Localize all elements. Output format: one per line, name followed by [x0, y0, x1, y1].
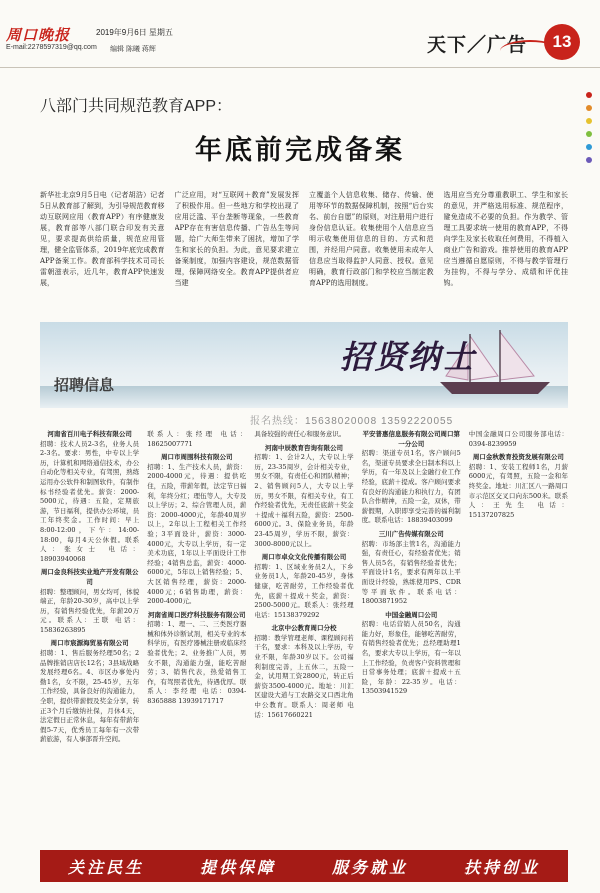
- section-title: 天下／广告: [427, 34, 528, 56]
- ad-column: [469, 430, 568, 845]
- registration-hotline: [250, 412, 453, 427]
- dot-2: [586, 105, 592, 111]
- ad-block: [254, 444, 353, 550]
- ad-company: 周口市宸源海贸易有限公司: [50, 639, 129, 648]
- ad-company: 河南省周口医疗科技服务有限公司: [148, 610, 246, 619]
- job-ads: [40, 430, 568, 845]
- ad-body: 招聘：1、售后服务经理50名；2品牌推销店店长12名；3县域战略发展经理6名。4、市区办事处内勤1名，女不限，25-45岁，五年工作经验，具备良好的沟通能力，全职，提供带薪假及奖金分享，转正3个月后缴纳社保，月休4天，法定假日正常休息，每年有带薪年假5-7天，优秀员工每年有一次带薪旅游，有人事部晋升空间。: [40, 649, 140, 744]
- ad-company: 中国金融周口公司: [385, 610, 438, 619]
- ad-body: 招聘：1、会计2人，大专以上学历，23-35周岁，会计相关专业，男女不限，有责任心和团队精神；2、销售顾问5人，大专以上学历，男女不限，有相关专业，有工作经验者优先，无责任底薪＋奖金＋提成＋福利五险，薪资：2500-6000元。3、保险业务员，年龄23-45周岁，学历不限，薪资：3000-8000元以上。: [254, 453, 354, 548]
- ad-body: 招聘：渠道专员1名，客户顾问5名，渠道专员要求全日制本科以上学历，有一年及以上金融行业工作经验，底薪＋提成。客户顾问要求有良好的沟通能力和执行力，有团队合作精神，五险一金，双休，带薪假期，入职即享受完善的福利制度。联系电话：18839403099: [361, 449, 461, 525]
- ad-block: [254, 553, 353, 620]
- hotline-numbers: 15638020008 13592220055: [305, 416, 454, 427]
- slogan-phrase: 扶持创业: [463, 857, 540, 877]
- ad-company: 平安普惠信息服务有限公司周口第一分公司: [362, 430, 460, 448]
- ad-body: 招聘：1、安装工程师1名，月薪6000元，有驾照，五险一金和年终奖金。地址：川汇区八一路周口市示范区交叉口向东500米。联系人：王先生 电话：15137207825: [468, 462, 568, 519]
- contact-email: E-mail:2278597319@qq.com: [6, 44, 97, 51]
- article-column: 选用应当充分尊重教职工、学生和家长的意见，并严格选用标准、规范程序，避免造成不必要的负担。作为教学、管理工具要求统一使用的教育APP，不得向学生及家长收取任何费用，不得植入商业广告和游戏。推荐使用的教育APP应当遵循自愿原则，不得与教学管理行为挂钩，不得与学分、成绩和评优挂钩。: [443, 191, 568, 287]
- recruitment-label: 招聘信息: [54, 377, 115, 394]
- ad-block: [362, 430, 461, 526]
- article-column: 立覆盖个人信息收集、储存、传输、使用等环节的数据保障机制，按照“后台实名、前台自愿”的原则，对注册用户进行身份信息认证。收集使用个人信息应当明示收集使用信息的目的、方式和范围，并经用户同意。收集使用未成年人信息应当取得监护人同意、授权。意见明确，教育行政部门和学校应当制定教育APP的选用制度。: [309, 191, 434, 287]
- ad-block: [40, 639, 139, 745]
- banner-calligraphy: 招贤纳士: [340, 338, 477, 376]
- ad-body: 招聘：技术人员2-3名，业务人员2-3名。要求：男性，中专以上学历，计算机和网络通信技术，办公自动化等相关专业，有驾照，熟练运用办公软件和制图软件，有制作标书经验者优先。薪资：2000-5000元，待遇：五险，定期旅游，节日福利，提供办公环境，员工年终奖金。工作时间：早上8:00-12:00，下午：14:00-18:00，每月4天公休假。联系人：张女士 电话：18903940068: [40, 439, 140, 563]
- ad-block: [469, 430, 568, 449]
- ad-block: [469, 453, 568, 520]
- issue-date: 2019年9月6日 星期五: [96, 28, 173, 37]
- footer-slogan-bar: [40, 850, 568, 882]
- ad-company: 周口金良科技实业地产开发有限公司: [40, 568, 139, 586]
- article-title: 年底前完成备案: [195, 135, 405, 166]
- ad-column: [362, 430, 461, 845]
- ad-block: [254, 624, 353, 720]
- ad-company: 河南中辰教育咨询有限公司: [264, 443, 343, 452]
- ad-company: 周口市卓众文化传播有限公司: [261, 553, 347, 562]
- ad-block: [362, 611, 461, 697]
- slogan-phrase: 关注民生: [67, 857, 144, 877]
- ad-body: 招聘：整理顾问，男女均可，体貌端正，年龄20-30岁，高中以上学历，有销售经验优先，年薪20万元。联系人：王联 电话：15836263895: [40, 587, 140, 634]
- ad-block: [40, 568, 139, 635]
- dot-3: [586, 118, 592, 124]
- recruitment-banner: [40, 322, 568, 408]
- slogan-phrase: 服务就业: [331, 857, 408, 877]
- hotline-label: 报名热线：: [250, 416, 305, 427]
- ad-company: 周口金秋教育投资发展有限公司: [472, 453, 564, 462]
- ad-body: 具备较强的责任心和服务意识。: [254, 430, 346, 438]
- page-number-badge: 13: [544, 24, 580, 60]
- ad-body: 招聘：教学管理老师、课程顾问若干名，要求：本科及以上学历，专业不限，年龄30岁以下。公司福利制度完善，上五休二，五险一金，试用期工资2800元，转正后薪资3500-4000元。地址：川汇区建设大道与工农路交叉口西北角中公教育。联系人：周老师 电话：15617660221: [254, 633, 354, 719]
- ad-body: 招聘：1、理一、二、三类医疗器械和体外诊断试剂，相关专业的本科学历，有医疗器械注册或临床经验者优先；2、业务推广人员，男女不限，沟通能力强，能吃苦耐劳；3、销售代表，热爱销售工作，有驾照者优先，待遇优厚。联系人：李经理 电话：0394-8365888 13939171717: [147, 620, 247, 706]
- ad-column: [147, 430, 246, 845]
- page-header: [0, 0, 600, 68]
- ad-block: [40, 430, 139, 564]
- ad-block: [147, 453, 246, 607]
- ad-body: 招聘：1、生产技术人员，薪资：2000-4000元，待遇：提供吃住，五险，带薪年假，法定节日福利，年终分红；理伍等人，大专及以上学历；2、综合管理人员，薪资：2000-4000元，年龄40周岁以上，2年以上工程相关工作经验；3平面设计，薪资：3000-4000元，大专以上学历，有一定美术功底，1年以上平面设计工作经验；4销售总监，薪资：4000-6000元，5年以上销售经验；5、大区销售经理，薪资：2000-4000元；6销售助理，薪资：2000-4000元。: [147, 462, 247, 606]
- ad-column: [40, 430, 139, 845]
- editors-line: 编辑 陈曦 蒋辉: [110, 46, 156, 53]
- ad-company: 周口市周围科技有限公司: [161, 453, 233, 462]
- article-body: [40, 190, 568, 302]
- slogan-phrase: 提供保障: [199, 857, 276, 877]
- masthead-logo: 周口晚报: [6, 26, 71, 44]
- article-column: 新华社北京9月5日电（记者胡浩）记者5日从教育部了解到，为引导规范教育移动互联网应用（教育APP）有序健康发展，教育部等八部门联合印发有关意见，要求提高供给质量，规范应用管理，健全监管体系，2019年底完成教育APP备案工作。教育部科学技术司司长雷朝滋表示，近几年，教育APP快速发展，: [40, 191, 165, 287]
- ad-body: 招聘：电话营销人员50名，沟通能力好，形象佳，能够吃苦耐劳，有销售经验者优先；总经理助理1名，要求大专以上学历，有一年以上工作经验，负责客户资料管理和日常事务处理；底薪＋提成＋五险，年龄：22-35岁。电话：13503941529: [361, 620, 461, 696]
- ad-block: [362, 530, 461, 607]
- ad-body: 联系人：张经理 电话：18625007771: [147, 430, 247, 448]
- ad-block: [147, 430, 246, 449]
- ad-company: 三川广告传媒有限公司: [378, 529, 444, 538]
- ad-body: 招聘：市场部主管1名，沟通能力强，有责任心，有经验者优先；销售人员5名，有销售经验者优先；平面设计1名，要求有两年以上平面设计经验，熟练使用PS、CDR等平面软件。联系电话：18003871952: [361, 539, 461, 606]
- ad-body: 中国金融周口公司服务部电话：0394-8239959: [468, 430, 568, 448]
- ad-company: 河南省百川电子科技有限公司: [47, 430, 132, 438]
- dot-1: [586, 92, 592, 98]
- article-subtitle: 八部门共同规范教育APP：: [40, 98, 233, 115]
- ad-column: [254, 430, 353, 845]
- ad-block: [147, 611, 246, 707]
- ad-block: [254, 430, 353, 440]
- article-column: 广泛应用，对“互联网＋教育”发展发挥了积极作用。但一些地方和学校出现了应用泛滥、平台垄断等现象，一些教育APP存在有害信息传播、广告丛生等问题，给广大师生带来了困扰，增加了学生和家长的负担。为此，意见要求建立备案制度，加强内容建设，规范数据管理，保障网络安全。教育APP提供者应当建: [174, 191, 299, 287]
- ad-company: 北京中公教育周口分校: [271, 624, 337, 633]
- ad-body: 招聘：1、区域业务员2人，下乡业务员1人，年龄20-45岁，身体健康，吃苦耐劳，工作经验者优先，底薪＋提成＋奖金，薪资：2500-5000元。联系人：张经理 电话：15138379292: [254, 562, 354, 619]
